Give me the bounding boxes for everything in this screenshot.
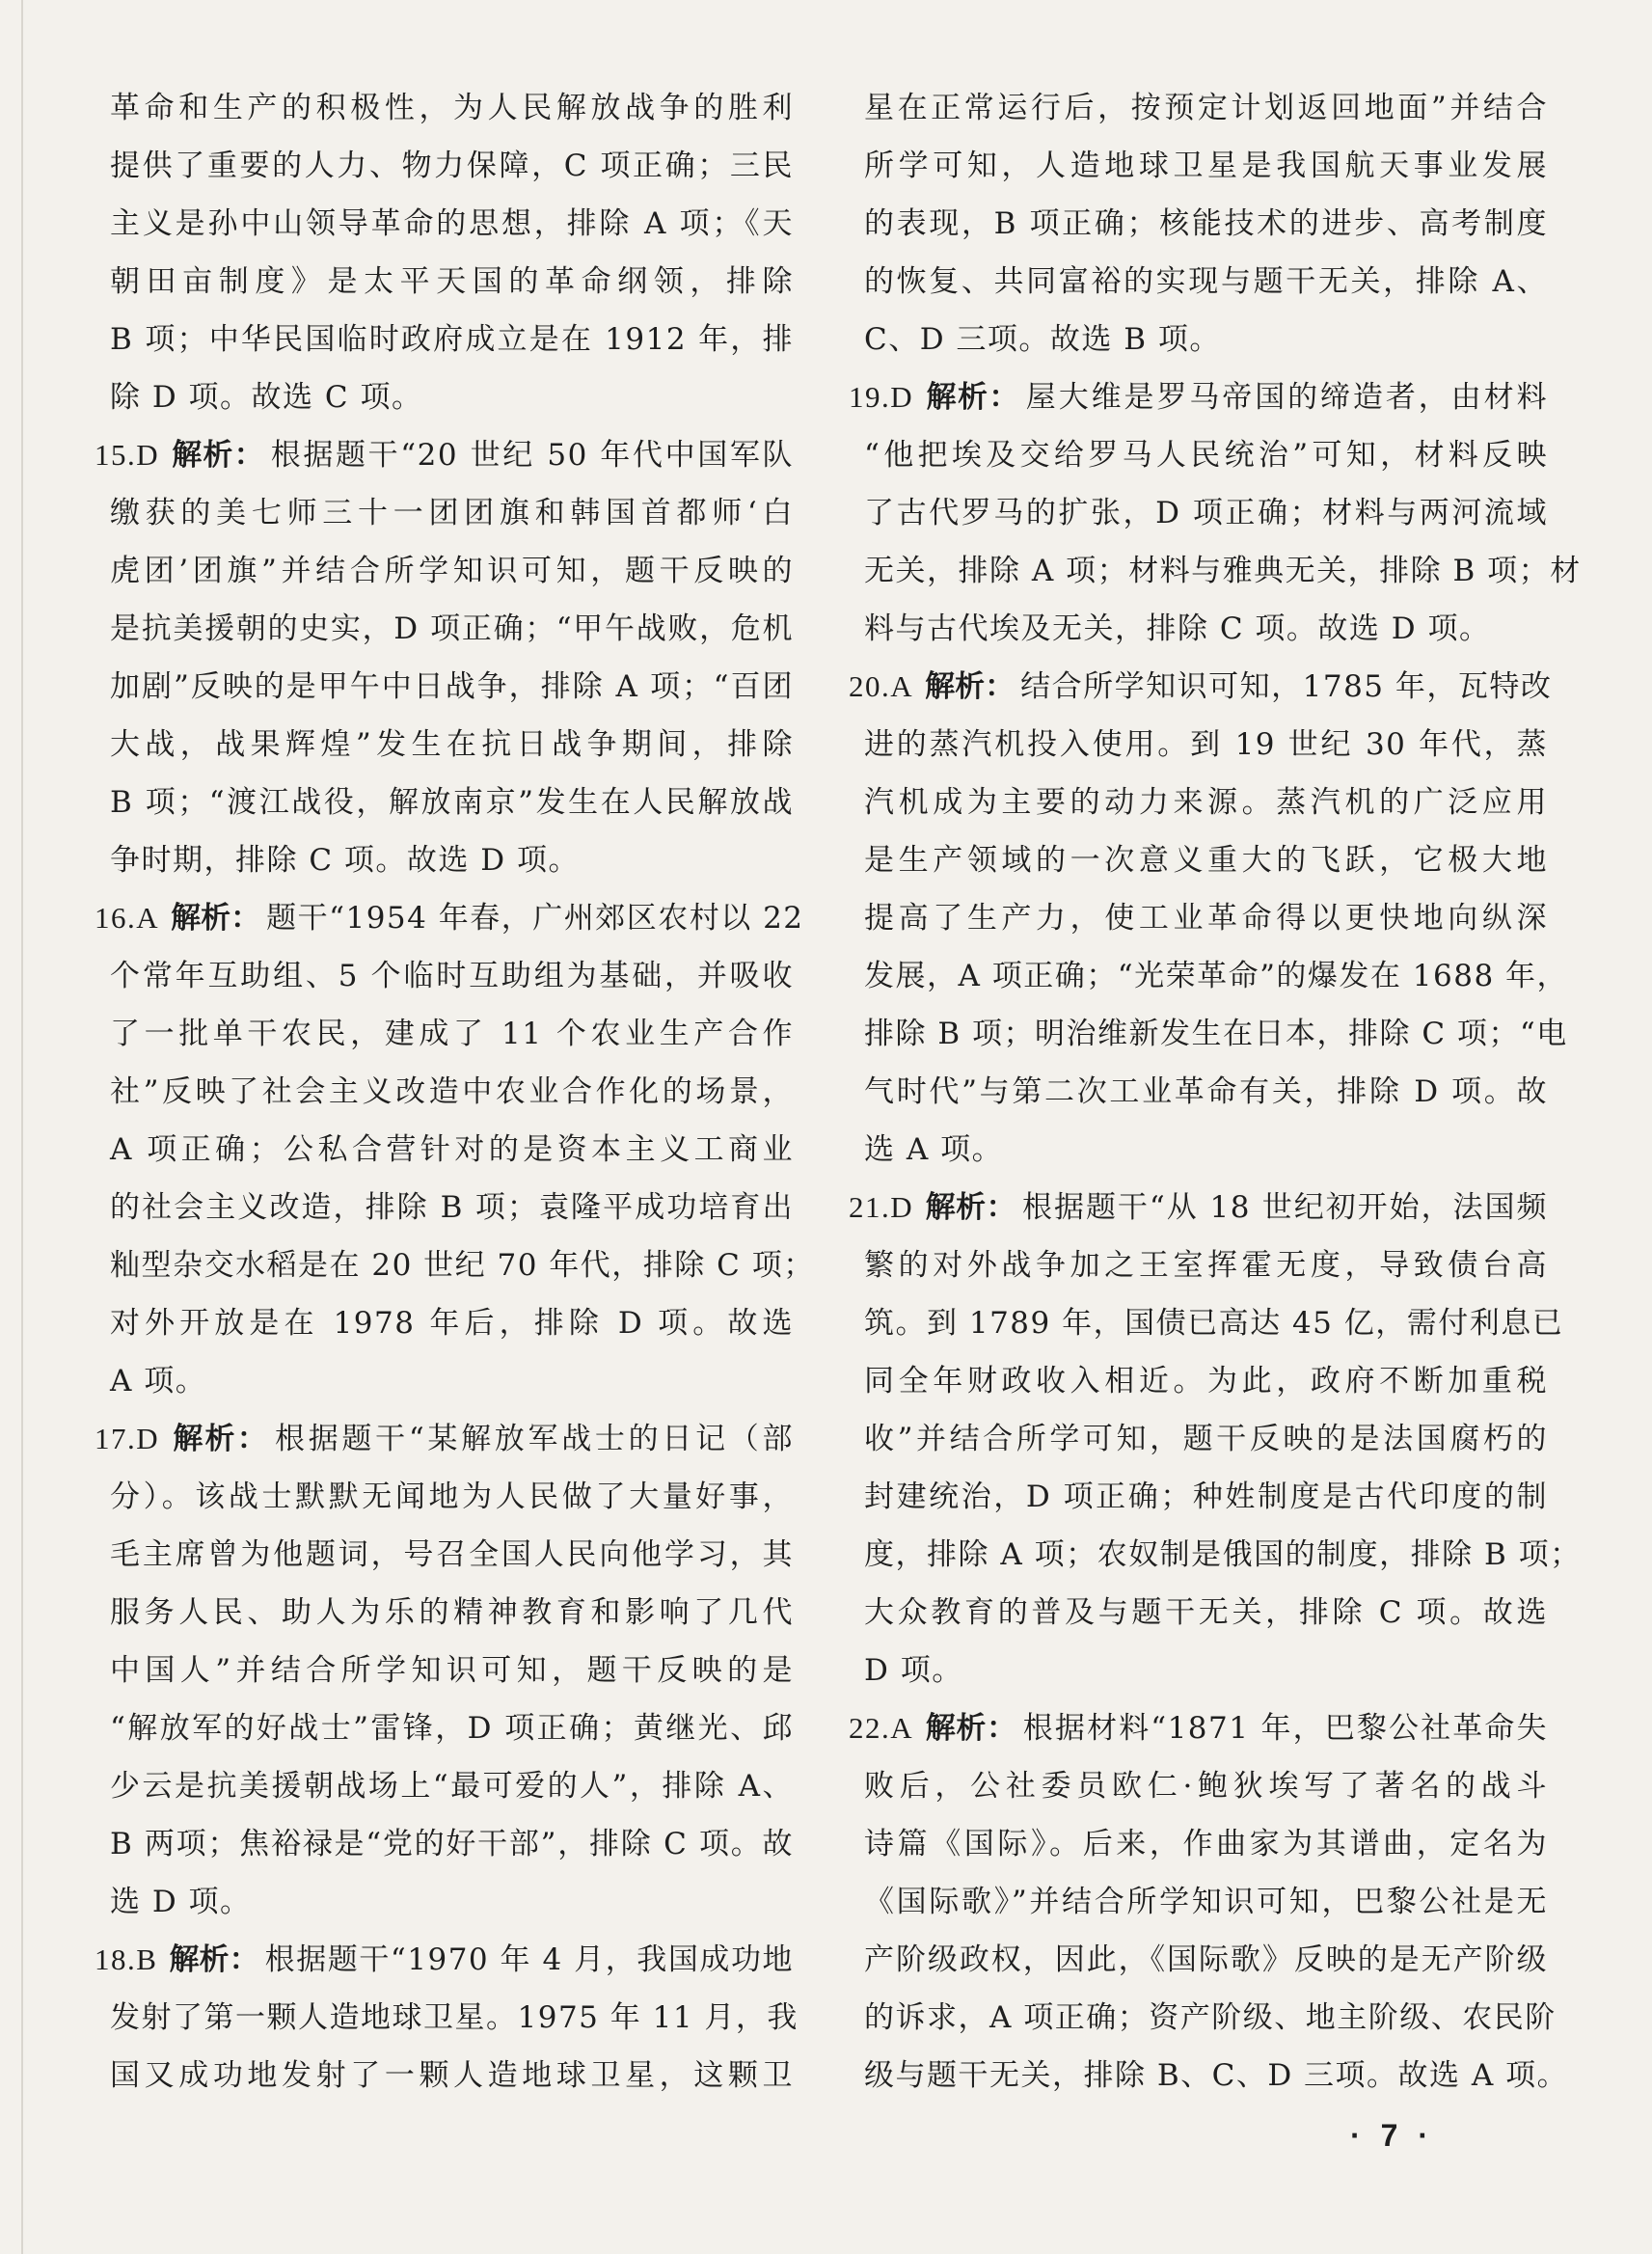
entry-first-line [95, 889, 804, 947]
text-line: 服务人民、助人为乐的精神教育和影响了几代 [110, 1595, 794, 1630]
analysis-label: 解析： [925, 380, 1020, 414]
text-line: 料与古代埃及无关，排除 C 项。故选 D 项。 [864, 611, 1491, 646]
answer-entry [849, 1699, 1569, 2105]
answer-letter: D [890, 380, 914, 414]
text-line: 封建统治，D 项正确；种姓制度是古代印度的制 [864, 1480, 1548, 1514]
text-line: 发展，A 项正确；“光荣革命”的爆发在 1688 年， [864, 959, 1569, 993]
text-line: 对外开放是在 1978 年后，排除 D 项。故选 [110, 1306, 794, 1341]
text-line: 朝田亩制度》是太平天国的革命纲领，排除 [110, 264, 794, 299]
text-line: 个常年互助组、5 个临时互助组为基础，并吸收 [110, 959, 794, 993]
text-line: 筑。到 1789 年，国债已高达 45 亿，需付利息已 [864, 1306, 1564, 1341]
text-line: 少云是抗美援朝战场上“最可爱的人”，排除 A、 [110, 1769, 794, 1804]
text-line: 缴获的美七师三十一团团旗和韩国首都师‘白 [110, 496, 794, 530]
text-line: 选 A 项。 [864, 1132, 1004, 1167]
text-line: 虎团’团旗”并结合所学知识可知，题干反映的 [110, 554, 794, 588]
text-line: 《国际歌》”并结合所学知识可知，巴黎公社是无 [864, 1885, 1548, 1919]
text-line: 提供了重要的人力、物力保障，C 项正确；三民 [110, 149, 794, 183]
text-line: 分）。该战士默默无闻地为人民做了大量好事， [110, 1480, 794, 1514]
text-line: 是抗美援朝的史实，D 项正确；“甲午战败，危机 [110, 611, 794, 646]
text-line: “他把埃及交给罗马人民统治”可知，材料反映 [864, 438, 1548, 473]
text-line: 大众教育的普及与题干无关，排除 C 项。故选 [864, 1595, 1548, 1630]
text-line: 根据题干“1970 年 4 月，我国成功地 [264, 1942, 794, 1977]
answer-entry [95, 1931, 799, 2105]
text-line: 大战，战果辉煌”发生在抗日战争期间，排除 [110, 727, 794, 762]
text-line: 了古代罗马的扩张，D 项正确；材料与两河流域 [864, 496, 1548, 530]
text-line: 繁的对外战争加之王室挥霍无度，导致债台高 [864, 1248, 1548, 1283]
text-line: 结合所学知识可知，1785 年，瓦特改 [1020, 669, 1553, 704]
analysis-label: 解析： [171, 901, 261, 935]
entry-first-line [849, 1699, 1548, 1757]
question-number: 21. [849, 1190, 891, 1224]
answer-entry [95, 1410, 794, 1931]
text-line: 加剧”反映的是甲午中日战争，排除 A 项；“百团 [110, 669, 794, 704]
left-column [95, 79, 815, 2105]
answer-entry [95, 426, 794, 889]
question-number: 22. [849, 1711, 891, 1745]
entry-first-line [95, 1410, 794, 1468]
entry-first-line [849, 658, 1553, 716]
text-line: 是生产领域的一次意义重大的飞跃，它极大地 [864, 843, 1548, 878]
text-line: B 项；中华民国临时政府成立是在 1912 年，排 [110, 322, 794, 357]
text-line: 度，排除 A 项；农奴制是俄国的制度，排除 B 项； [864, 1537, 1582, 1572]
text-line: B 两项；焦裕禄是“党的好干部”，排除 C 项。故 [110, 1827, 794, 1861]
text-line: 星在正常运行后，按预定计划返回地面”并结合 [864, 91, 1548, 125]
answer-entry [95, 889, 815, 1410]
answer-entry [849, 368, 1582, 658]
answer-letter: D [136, 438, 160, 472]
answer-letter: A [890, 1711, 914, 1745]
text-line: 争时期，排除 C 项。故选 D 项。 [110, 843, 580, 878]
answer-entry [849, 658, 1569, 1179]
answer-letter: D [890, 1190, 914, 1224]
text-line: 诗篇《国际》。后来，作曲家为其谱曲，定名为 [864, 1827, 1548, 1861]
answer-letter: B [136, 1942, 158, 1976]
question-number: 19. [849, 380, 891, 414]
continued-paragraph [849, 79, 1548, 368]
text-line: 国又成功地发射了一颗人造地球卫星，这颗卫 [110, 2058, 794, 2093]
entry-first-line [95, 1931, 794, 1989]
analysis-label: 解析： [925, 669, 1016, 703]
analysis-label: 解析： [169, 1942, 259, 1976]
analysis-label: 解析： [925, 1711, 1017, 1745]
text-line: 的社会主义改造，排除 B 项；袁隆平成功培育出 [110, 1190, 794, 1225]
text-line: “解放军的好战士”雷锋，D 项正确；黄继光、邱 [110, 1711, 794, 1746]
text-line: 级与题干无关，排除 B、C、D 三项。故选 A 项。 [864, 2058, 1569, 2093]
text-line: 收”并结合所学可知，题干反映的是法国腐朽的 [864, 1422, 1548, 1456]
answer-letter: A [136, 901, 160, 935]
text-line: 选 D 项。 [110, 1885, 252, 1919]
text-line: 屋大维是罗马帝国的缔造者，由材料 [1025, 380, 1548, 415]
text-line: 根据材料“1871 年，巴黎公社革命失 [1022, 1711, 1549, 1746]
continued-paragraph [95, 79, 794, 426]
analysis-label: 解析： [171, 438, 265, 472]
entry-first-line [849, 368, 1548, 426]
text-line: 除 D 项。故选 C 项。 [110, 380, 423, 415]
text-line: 所学可知，人造地球卫星是我国航天事业发展 [864, 149, 1548, 183]
text-line: 产阶级政权，因此，《国际歌》反映的是无产阶级 [864, 1942, 1548, 1977]
text-line: 无关，排除 A 项；材料与雅典无关，排除 B 项；材 [864, 554, 1582, 588]
scan-edge-shadow [21, 0, 23, 2254]
text-line: 籼型杂交水稻是在 20 世纪 70 年代，排除 C 项； [110, 1248, 815, 1283]
question-number: 17. [95, 1422, 137, 1455]
text-line: 气时代”与第二次工业革命有关，排除 D 项。故 [864, 1074, 1548, 1109]
answer-entry [849, 1179, 1582, 1699]
text-line: C、D 三项。故选 B 项。 [864, 322, 1221, 357]
question-number: 18. [95, 1942, 137, 1976]
text-line: A 项。 [110, 1364, 207, 1399]
entry-first-line [849, 1179, 1548, 1236]
text-line: 同全年财政收入相近。为此，政府不断加重税 [864, 1364, 1548, 1399]
text-line: 毛主席曾为他题词，号召全国人民向他学习，其 [110, 1537, 794, 1572]
page-number: · 7 · [1350, 2118, 1434, 2153]
text-line: B 项；“渡江战役，解放南京”发生在人民解放战 [110, 785, 794, 820]
text-line: 的表现，B 项正确；核能技术的进步、高考制度 [864, 206, 1548, 241]
analysis-label: 解析： [171, 1422, 269, 1455]
text-line: D 项。 [864, 1653, 963, 1688]
text-line: 的诉求，A 项正确；资产阶级、地主阶级、农民阶 [864, 2000, 1557, 2035]
text-line: 中国人”并结合所学知识可知，题干反映的是 [110, 1653, 794, 1688]
right-column [849, 79, 1582, 2105]
text-line: 提高了生产力，使工业革命得以更快地向纵深 [864, 901, 1548, 936]
text-line: 发射了第一颗人造地球卫星。1975 年 11 月，我 [110, 2000, 799, 2035]
text-line: 革命和生产的积极性，为人民解放战争的胜利 [110, 91, 794, 125]
answer-letter: A [890, 669, 914, 703]
entry-first-line [95, 426, 794, 484]
text-line: 排除 B 项；明治维新发生在日本，排除 C 项；“电 [864, 1017, 1568, 1051]
text-line: 社”反映了社会主义改造中农业合作化的场景， [110, 1074, 794, 1109]
analysis-label: 解析： [925, 1190, 1017, 1224]
text-line: 进的蒸汽机投入使用。到 19 世纪 30 年代，蒸 [864, 727, 1548, 762]
text-line: 根据题干“20 世纪 50 年代中国军队 [270, 438, 795, 473]
text-line: A 项正确；公私合营针对的是资本主义工商业 [110, 1132, 794, 1167]
text-line: 题干“1954 年春，广州郊区农村以 22 [266, 901, 804, 936]
text-line: 了一批单干农民，建成了 11 个农业生产合作 [110, 1017, 794, 1051]
question-number: 20. [849, 669, 891, 703]
text-line: 主义是孙中山领导革命的思想，排除 A 项；《天 [110, 206, 794, 241]
text-line: 根据题干“某解放军战士的日记（部 [274, 1422, 794, 1456]
text-line: 根据题干“从 18 世纪初开始，法国频 [1022, 1190, 1548, 1225]
text-line: 的恢复、共同富裕的实现与题干无关，排除 A、 [864, 264, 1548, 299]
answer-letter: D [136, 1422, 160, 1455]
text-line: 败后，公社委员欧仁·鲍狄埃写了著名的战斗 [864, 1769, 1548, 1804]
text-line: 汽机成为主要的动力来源。蒸汽机的广泛应用 [864, 785, 1548, 820]
question-number: 15. [95, 438, 137, 472]
question-number: 16. [95, 901, 137, 935]
